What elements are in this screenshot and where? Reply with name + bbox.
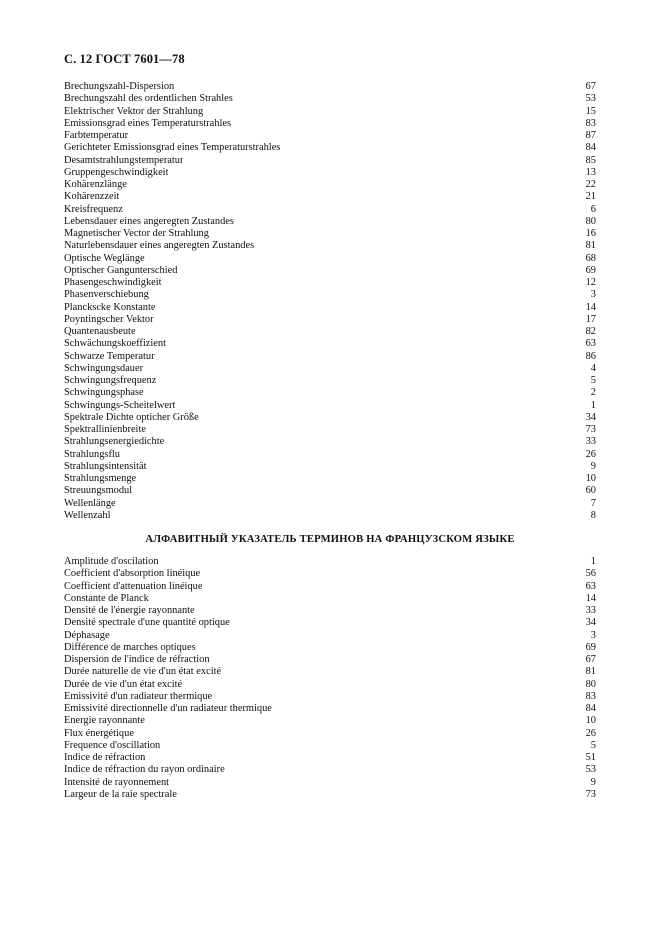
index-entry — [64, 473, 596, 485]
index-term-number: 34 — [585, 617, 596, 629]
index-term: Gerichteter Emissionsgrad eines Temperaturstrahles — [64, 142, 281, 154]
index-term: Optische Weglänge — [64, 252, 145, 264]
index-term-number: 21 — [585, 191, 596, 203]
index-term: Schwächungskoeffizient — [64, 338, 166, 350]
index-term-number: 81 — [585, 240, 596, 252]
index-term-number: 13 — [585, 166, 596, 178]
index-entry — [64, 106, 596, 118]
index-entry — [64, 191, 596, 203]
index-term-number: 26 — [585, 448, 596, 460]
index-entry — [64, 568, 596, 580]
index-term-number: 69 — [585, 641, 596, 653]
index-term-number: 87 — [585, 130, 596, 141]
index-term: Durée de vie d'un état excité — [64, 678, 183, 690]
index-term-number: 81 — [585, 666, 596, 678]
index-entry — [64, 277, 596, 289]
index-term: Densité de l'énergie rayonnante — [64, 605, 195, 616]
index-entry — [64, 93, 596, 105]
index-entry — [64, 179, 596, 191]
index-term-number: 67 — [585, 81, 596, 92]
index-term-number: 8 — [590, 509, 596, 521]
index-entry — [64, 703, 596, 715]
index-term-number: 53 — [585, 764, 596, 776]
index-term-number: 83 — [585, 690, 596, 702]
index-term-number: 9 — [590, 776, 596, 788]
index-term: Kohärenzzeit — [64, 191, 120, 203]
index-entry — [64, 593, 596, 605]
french-term-index — [64, 556, 596, 801]
index-entry — [64, 630, 596, 642]
index-entry — [64, 691, 596, 703]
index-term-number: 80 — [585, 678, 596, 690]
index-entry — [64, 130, 596, 142]
index-term-number: 69 — [585, 264, 596, 276]
index-term-number: 12 — [585, 277, 596, 288]
index-entry — [64, 253, 596, 265]
index-entry — [64, 789, 596, 801]
index-entry — [64, 81, 596, 93]
index-term: Energie rayonnante — [64, 715, 145, 727]
index-entry — [64, 617, 596, 629]
index-term-number: 33 — [585, 605, 596, 616]
index-entry — [64, 412, 596, 424]
index-term: Coefficient d'absorption linéique — [64, 568, 201, 580]
index-term-number: 10 — [585, 473, 596, 484]
index-term: Schwingungs-Scheitelwert — [64, 399, 176, 411]
index-term: Brechungszahl-Dispersion — [64, 81, 175, 92]
index-term: Indice de réfraction — [64, 752, 146, 763]
index-term: Déphasage — [64, 629, 110, 641]
index-term: Kohärenzlänge — [64, 179, 127, 190]
index-term: Strahlungsmenge — [64, 473, 137, 484]
index-term: Naturlebensdauer eines angeregten Zustandes — [64, 240, 255, 252]
index-entry — [64, 363, 596, 375]
index-entry — [64, 142, 596, 154]
index-term-number: 63 — [585, 338, 596, 350]
index-term: Planckscke Konstante — [64, 301, 156, 313]
index-term: Spektrale Dichte opticher Größe — [64, 411, 199, 423]
index-entry — [64, 155, 596, 167]
index-term-number: 60 — [585, 485, 596, 497]
index-entry — [64, 764, 596, 776]
index-entry — [64, 605, 596, 617]
index-term-number: 80 — [585, 215, 596, 227]
index-entry — [64, 449, 596, 461]
index-term-number: 2 — [590, 387, 596, 399]
index-entry — [64, 510, 596, 522]
index-term-number: 33 — [585, 436, 596, 448]
index-term: Strahlungsintensität — [64, 460, 147, 472]
index-entry — [64, 581, 596, 593]
index-term-number: 5 — [590, 375, 596, 386]
page-header: С. 12 ГОСТ 7601—78 — [64, 52, 185, 66]
index-entry — [64, 728, 596, 740]
index-term: Strahlungsflu — [64, 448, 120, 460]
index-term: Durée naturelle de vie d'un état excité — [64, 666, 222, 678]
index-term: Desamtstrahlungstemperatur — [64, 154, 184, 166]
index-term: Lebensdauer eines angeregten Zustandes — [64, 215, 234, 227]
index-term-number: 1 — [590, 399, 596, 411]
index-term-number: 63 — [585, 580, 596, 592]
index-term: Poyntingscher Vektor — [64, 313, 154, 325]
index-term: Densité spectrale d'une quantité optique — [64, 617, 230, 629]
index-term-number: 3 — [590, 289, 596, 301]
index-term-number: 53 — [585, 93, 596, 105]
index-term-number: 26 — [585, 727, 596, 739]
index-term-number: 84 — [585, 703, 596, 714]
index-term-number: 83 — [585, 117, 596, 129]
index-term: Coefficient d'attenuation linéique — [64, 580, 203, 592]
index-entry — [64, 240, 596, 252]
index-term: Amplitude d'oscilation — [64, 556, 159, 567]
index-entry — [64, 752, 596, 764]
index-entry — [64, 498, 596, 510]
index-term-number: 84 — [585, 142, 596, 154]
index-term: Farbtemperatur — [64, 130, 129, 141]
index-term: Strahlungsenergiedichte — [64, 436, 165, 448]
index-term: Emissionsgrad eines Temperaturstrahles — [64, 117, 232, 129]
index-term: Schwingungsdauer — [64, 362, 144, 374]
index-entry — [64, 387, 596, 399]
index-term-number: 34 — [585, 411, 596, 423]
index-term: Elektrischer Vektor der Strahlung — [64, 105, 204, 117]
index-term-number: 4 — [590, 362, 596, 374]
index-entry — [64, 556, 596, 568]
index-entry — [64, 424, 596, 436]
index-term: Schwingungsphase — [64, 387, 144, 399]
index-term: Intensité de rayonnement — [64, 776, 170, 788]
index-term-number: 7 — [590, 497, 596, 509]
index-term-number: 16 — [585, 228, 596, 239]
index-entry — [64, 375, 596, 387]
index-entry — [64, 289, 596, 301]
index-entry — [64, 351, 596, 363]
index-entry — [64, 679, 596, 691]
index-term: Schwingungsfrequenz — [64, 375, 157, 386]
index-term-number: 82 — [585, 326, 596, 337]
index-term-number: 14 — [585, 301, 596, 313]
index-entry — [64, 485, 596, 497]
index-term: Kreisfrequenz — [64, 203, 123, 215]
index-entry — [64, 642, 596, 654]
index-entry — [64, 167, 596, 179]
index-term: Streuungsmodul — [64, 485, 133, 497]
index-term-number: 22 — [585, 179, 596, 190]
index-entry — [64, 204, 596, 216]
index-term: Constante de Planck — [64, 592, 149, 604]
index-entry — [64, 216, 596, 228]
index-term: Optischer Gangunterschied — [64, 264, 178, 276]
index-entry — [64, 654, 596, 666]
index-term-number: 73 — [585, 788, 596, 800]
french-index-heading: АЛФАВИТНЫЙ УКАЗАТЕЛЬ ТЕРМИНОВ НА ФРАНЦУЗСКОМ ЯЗЫКЕ — [145, 534, 515, 545]
index-term-number: 17 — [585, 313, 596, 325]
index-entry — [64, 118, 596, 130]
german-term-index — [64, 81, 596, 522]
index-term: Wellenzahl — [64, 509, 111, 521]
index-entry — [64, 338, 596, 350]
index-term: Frequence d'oscillation — [64, 739, 161, 751]
index-entry — [64, 436, 596, 448]
index-term-number: 51 — [585, 752, 596, 763]
index-term: Quantenausbeute — [64, 326, 136, 337]
index-term-number: 10 — [585, 715, 596, 727]
index-term-number: 14 — [585, 592, 596, 604]
index-term: Différence de marches optiques — [64, 641, 196, 653]
index-term-number: 86 — [585, 350, 596, 362]
index-term: Flux énergétique — [64, 727, 134, 739]
index-term-number: 5 — [590, 739, 596, 751]
index-term: Phasengeschwindigkeit — [64, 277, 162, 288]
index-term: Gruppengeschwindigkeit — [64, 166, 169, 178]
index-term-number: 56 — [585, 568, 596, 580]
index-term: Wellenlänge — [64, 497, 116, 509]
index-term-number: 1 — [590, 556, 596, 567]
index-term: Brechungszahl des ordentlichen Strahles — [64, 93, 233, 105]
index-term: Emissivité d'un radiateur thermique — [64, 690, 213, 702]
index-entry — [64, 740, 596, 752]
index-entry — [64, 326, 596, 338]
index-term: Phasenverschiebung — [64, 289, 149, 301]
index-term-number: 9 — [590, 460, 596, 472]
index-term: Schwarze Temperatur — [64, 350, 155, 362]
index-entry — [64, 777, 596, 789]
index-entry — [64, 666, 596, 678]
index-term: Spektrallinienbreite — [64, 424, 146, 435]
index-entry — [64, 314, 596, 326]
index-entry — [64, 228, 596, 240]
index-term-number: 85 — [585, 154, 596, 166]
index-term: Largeur de la raie spectrale — [64, 788, 177, 800]
index-term-number: 73 — [585, 424, 596, 435]
index-term: Dispersion de l'indice de réfraction — [64, 654, 210, 665]
index-entry — [64, 715, 596, 727]
index-term: Emissivité directionnelle d'un radiateur thermique — [64, 703, 272, 714]
index-term-number: 68 — [585, 252, 596, 264]
index-term-number: 15 — [585, 105, 596, 117]
index-entry — [64, 302, 596, 314]
index-entry — [64, 400, 596, 412]
index-term: Magnetischer Vector der Strahlung — [64, 228, 209, 239]
index-entry — [64, 461, 596, 473]
index-term: Indice de réfraction du rayon ordinaire — [64, 764, 225, 776]
index-entry — [64, 265, 596, 277]
index-term-number: 6 — [590, 203, 596, 215]
index-term-number: 3 — [590, 629, 596, 641]
index-term-number: 67 — [585, 654, 596, 665]
